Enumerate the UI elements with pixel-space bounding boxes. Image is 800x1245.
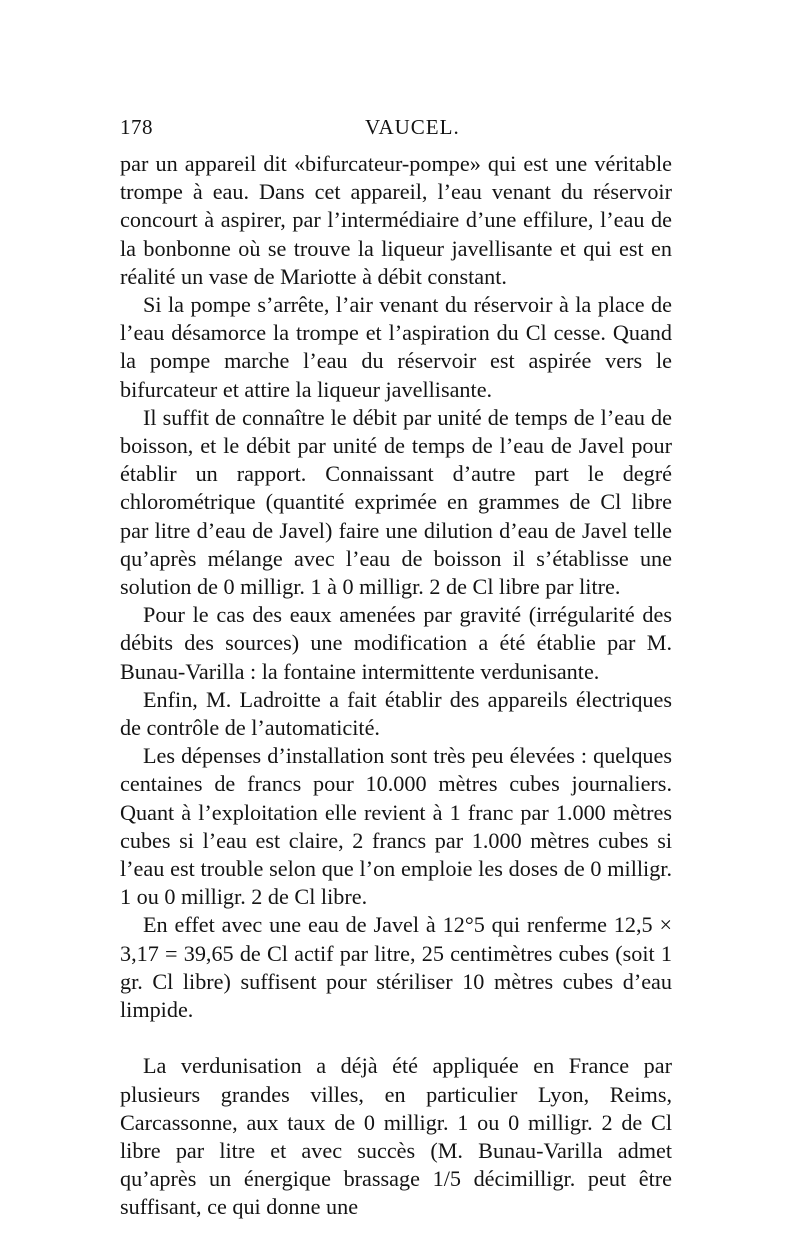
paragraph-costs: Les dépenses d’installation sont très peu élevées : quelques centaines de francs pour 10.000 mètres cubes journaliers. Quant à l’exploitation elle revient à 1 franc par 1.000 mètres cubes si l’eau est claire, 2 francs par 1.000 mètres cubes si l’eau est trouble selon que l’on emploie les doses de 0 milligr. 1 ou 0 milligr. 2 de Cl libre.	[120, 743, 672, 910]
paragraph-electric-control: Enfin, M. Ladroitte a fait établir des appareils électriques de contrôle de l’automaticité.	[120, 686, 672, 741]
paragraph-continuation: par un appareil dit «bifurcateur-pompe» qui est une véritable trompe à eau. Dans cet appareil, l’eau venant du réservoir concourt à aspirer, par l’intermédiaire d’une effilure, l’eau de la bonbonne où se trouve la liqueur javellisante et qui est en réalité un vase de Mariotte à débit constant.	[120, 151, 672, 289]
body-text	[120, 150, 672, 1222]
paragraph-flow-rate: Il suffit de connaître le débit par unité de temps de l’eau de boisson, et le débit par unité de temps de l’eau de Javel pour établir un rapport. Connaissant d’autre part le degré chlorométrique (quantité exprimée en grammes de Cl libre par litre d’eau de Javel) faire une dilution d’eau de Javel telle qu’après mélange avec l’eau de boisson il s’établisse une solution de 0 milligr. 1 à 0 milligr. 2 de Cl libre par litre.	[120, 404, 672, 600]
paragraph-gravity-waters: Pour le cas des eaux amenées par gravité (irrégularité des débits des sources) une modification a été établie par M. Bunau-Varilla : la fontaine intermittente verdunisante.	[120, 602, 672, 684]
paragraph-pump-stop: Si la pompe s’arrête, l’air venant du réservoir à la place de l’eau désamorce la trompe et l’aspiration du Cl cesse. Quand la pompe marche l’eau du réservoir est aspirée vers le bifurcateur et attire la liqueur javellisante.	[120, 292, 672, 402]
page-number: 178	[120, 115, 153, 139]
paragraph-javel-calculation: En effet avec une eau de Javel à 12°5 qui renferme 12,5 × 3,17 = 39,65 de Cl actif par litre, 25 centimètres cubes (soit 1 gr. Cl libre) suffisent pour stériliser 10 mètres cubes d’eau limpide.	[120, 912, 672, 1023]
page-header	[120, 115, 672, 145]
running-head: VAUCEL.	[365, 115, 460, 139]
paragraph-verdunisation: La verdunisation a déjà été appliquée en France par plusieurs grandes villes, en particulier Lyon, Reims, Carcassonne, aux taux de 0 milligr. 1 ou 0 milligr. 2 de Cl libre par litre et avec succès (M. Bunau-Varilla admet qu’après un énergique brassage 1/5 décimilligr. peut être suffisant, ce qui donne une	[120, 1053, 672, 1220]
